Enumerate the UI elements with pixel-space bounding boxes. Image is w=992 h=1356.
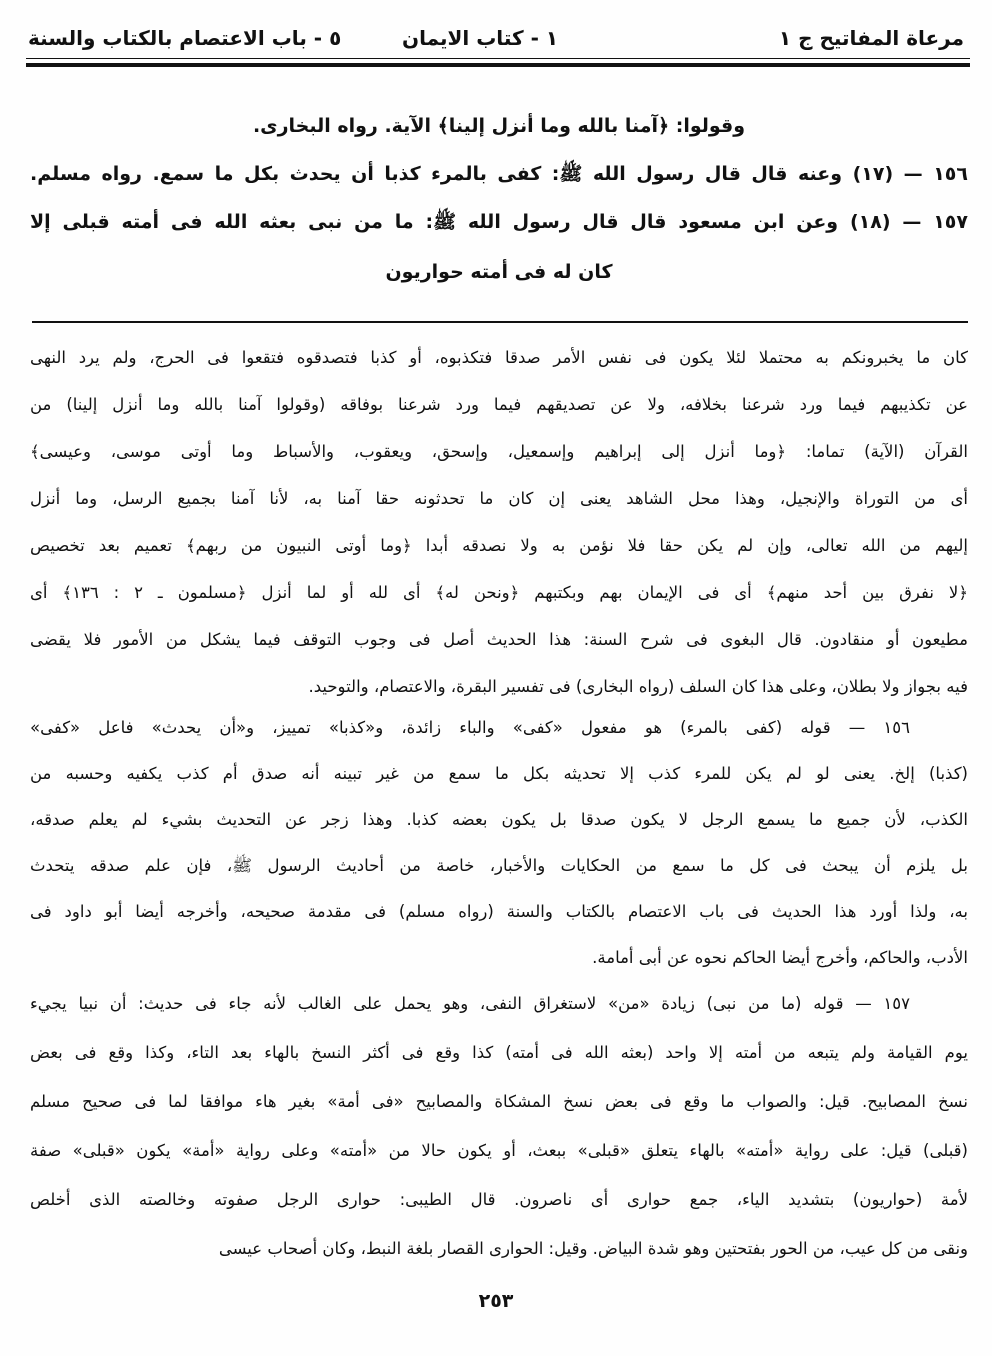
commentary-line: بل يلزم أن يبحث فى كل ما سمع من الحكايات والأخبار، خاصة من أحاديث الرسول ﷺ، فإن علم صدقه يتحدث [30, 856, 968, 875]
running-header-book-title: مرعاة المفاتيح ج ١ [778, 26, 964, 50]
running-header-section: ٥ - باب الاعتصام بالكتاب والسنة [28, 26, 342, 50]
commentary-line: (كذبا) إلخ. يعنى لو لم يكن للمرء كذب إلا تحديثه بكل ما سمع من غير تبينه أنه صدق أم كذب يكفيه وحسبه من [30, 764, 968, 783]
hadith-line: كان له فى أمته حواريون [385, 261, 613, 283]
header-rule-thin [26, 58, 970, 59]
header-rule-thick [26, 63, 970, 67]
commentary-line: (قبلى) قيل: على رواية «أمته» بالهاء يتعلق «قبلى» ببعث، أو يكون حالا من «أمته» وعلى رواية «أمة» يكون «قبلى» صفة [30, 1141, 968, 1160]
commentary-line: كان ما يخبرونكم به محتملا لئلا يكون فى نفس الأمر صدقا فتكذبوه، أو كذبا فتصدقوه فتقعوا فى الحرج، ولم يرد النهى [30, 348, 968, 367]
hadith-line: وقولوا: ﴿آمنا بالله وما أنزل إلينا﴾ الآية. رواه البخارى. [252, 115, 746, 137]
hadith-line: ١٥٦ — (١٧) وعنه قال قال رسول الله ﷺ: كفى بالمرء كذبا أن يحدث بكل ما سمع. رواه مسلم. [30, 163, 968, 185]
commentary-line: ﴿لا نفرق بين أحد منهم﴾ أى فى الإيمان بهم وبكتبهم ﴿ونحن له﴾ أى لله أو لما أنزل ﴿مسلمون ـ ٢ : ١٣٦﴾ أى [30, 583, 968, 602]
commentary-line: أى من التوراة والإنجيل، وهذا محل الشاهد يعنى إن كان ما تحدثونه حقا آمنا به، لأنا آمنا بجميع الرسل، وما أنزل [30, 489, 968, 508]
commentary-line: به، ولذا أورد هذا الحديث فى باب الاعتصام بالكتاب والسنة (رواه مسلم) فى مقدمة صحيحه، وأخرجه أيضا أبو داود فى [30, 902, 968, 921]
commentary-line: مطيعون أو منقادون. قال البغوى فى شرح السنة: هذا الحديث أصل فى وجوب التوقف فيما يشكل من الأمور فلا يقضى [30, 630, 968, 649]
commentary-line: القرآن (الآية) تماما: ﴿وما أنزل إلى إبراهيم وإسمعيل، وإسحق، ويعقوب، والأسباط وما أوتى موسى، وعيسى﴾ [30, 442, 968, 461]
commentary-line: الكذب، لأن جميع ما يسمع الرجل لا يكون صدقا بل يكون بعضه كذبا. وهذا زجر عن التحديث بشيء لم يعلم صدقه، [30, 810, 968, 829]
commentary-line: نسخ المصابيح. قيل: والصواب ما وقع فى بعض نسخ المشكاة والمصابيح «فى أمة» بغير هاء موافقا لما فى صحيح مسلم [30, 1092, 968, 1111]
page-number: ٢٥٣ [478, 1290, 514, 1312]
text-commentary-divider [32, 321, 968, 323]
hadith-line: ١٥٧ — (١٨) وعن ابن مسعود قال قال رسول الله ﷺ: ما من نبى بعثه الله فى أمته قبلى إلا [30, 211, 968, 233]
commentary-line: فيه بجواز ولا بطلان، وعلى هذا كان السلف (رواه البخارى) فى تفسير البقرة، والاعتصام، والتوحيد. [308, 677, 968, 696]
commentary-line: ونقى من كل عيب، من الحور بفتحتين وهو شدة البياض. وقيل: الحوارى القصار بلغة النبط، وكان أصحاب عيسى [218, 1239, 968, 1258]
commentary-line: ١٥٦ — قوله (كفى بالمرء) هو مفعول «كفى» والباء زائدة، و«كذبا» تمييز، و«أن يحدث» فاعل «كفى» [30, 718, 910, 737]
commentary-line: عن تكذيبهم فيما ورد شرعنا بخلافه، ولا عن تصديقهم فيما ورد شرعنا بوفاقه (وقولوا آمنا بالله وما أنزل إلينا) من [30, 395, 968, 414]
commentary-line: ١٥٧ — قوله (ما من نبى) زيادة «من» لاستغراق النفى، وهو يحمل على الغالب لأنه جاء فى حديث: أن نبيا يجيء [30, 994, 910, 1013]
commentary-line: إليهم من الله تعالى، وإن لم يكن حقا فلا نؤمن به ولا نصدقه أبدا ﴿وما أوتى النبيون من ربهم﴾ تعميم بعد تخصيص [30, 536, 968, 555]
commentary-line: الأدب، والحاكم، وأخرج أيضا الحاكم نحوه عن أبى أمامة. [592, 948, 968, 967]
running-header-chapter: ١ - كتاب الايمان [402, 26, 559, 50]
commentary-line: لأمة (حواريون) بتشديد الياء، جمع حوارى أى ناصرون. قال الطيبى: حوارى الرجل صفوته وخالصته الذى أخلص [30, 1190, 968, 1209]
commentary-line: يوم القيامة ولم يتبعه من أمته إلا واحد (بعثه الله فى أمته) كذا وقع فى أكثر النسخ بالهاء بعد التاء، وكذا وقع فى بعض [30, 1043, 968, 1062]
